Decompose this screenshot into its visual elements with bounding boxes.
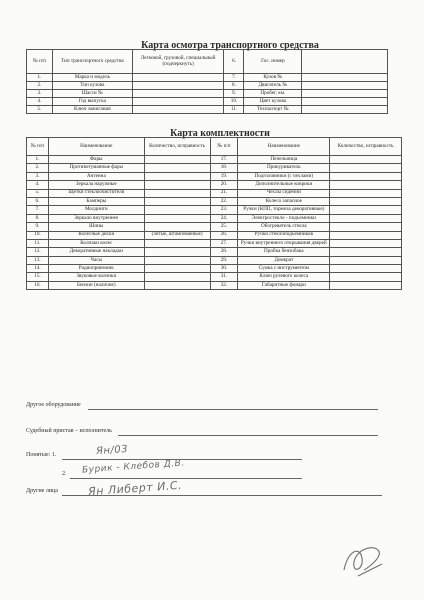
inspection-table (26, 49, 388, 114)
other-equipment-label: Другое оборудование (26, 402, 81, 408)
row-label: Колесо запасное (238, 197, 330, 205)
row-label: Цвет кузова (244, 98, 302, 106)
row-num: 19. (210, 172, 238, 180)
row-qty (144, 281, 210, 289)
row-num: 5. (27, 106, 53, 114)
witness-2-line (70, 478, 302, 479)
row-qty (144, 214, 210, 222)
row-num: 8. (27, 214, 49, 222)
row-qty (330, 156, 402, 164)
row-qty (144, 206, 210, 214)
other-equipment-line (88, 409, 378, 410)
completeness-card-title: Карта комплектности (170, 128, 270, 139)
row-label: Противотуманные фары (48, 164, 144, 172)
row-label: Декоративные накладки (48, 248, 144, 256)
header-num: № п/п (27, 138, 49, 156)
table-row (27, 181, 402, 189)
row-label: Дополнительные коврики (238, 181, 330, 189)
row-label: Фары (48, 156, 144, 164)
row-qty (330, 189, 402, 197)
row-qty (330, 223, 402, 231)
row-qty (144, 265, 210, 273)
row-value (132, 90, 224, 98)
completeness-table (26, 137, 402, 290)
row-num: 16. (27, 281, 49, 289)
header-vehicle-type: Тип транспортного средства (52, 50, 132, 74)
row-label: Прикуриватель (238, 164, 330, 172)
table-row (27, 214, 402, 222)
row-num: 14. (27, 265, 49, 273)
handwriting-other-persons: Ян Либерт И.С. (87, 478, 183, 499)
row-num: 15. (27, 273, 49, 281)
row-label: Двигатель № (244, 82, 302, 90)
row-label: Год выпуска (52, 98, 132, 106)
row-num: 25. (210, 223, 238, 231)
row-label: Звуковые колонки (48, 273, 144, 281)
row-qty: (литые, штампованные) (144, 231, 210, 239)
header-num-right: № п/п (210, 138, 238, 156)
row-label: Зеркала наружные (48, 181, 144, 189)
row-num: 4. (27, 98, 53, 106)
row-qty (144, 172, 210, 180)
row-num: 10. (27, 231, 49, 239)
row-num: 21. (210, 189, 238, 197)
inspection-card-title: Карта осмотра транспортного средства (141, 40, 319, 51)
signature (338, 540, 388, 580)
table-row (27, 239, 402, 247)
row-label: Техпаспорт № (244, 106, 302, 114)
row-value (132, 74, 224, 82)
row-qty (330, 197, 402, 205)
row-num: 3. (27, 90, 53, 98)
row-qty (330, 239, 402, 247)
bailiff-line (118, 435, 378, 436)
header-name-right: Наименование (238, 138, 330, 156)
row-num: 7. (27, 206, 49, 214)
row-num: 11. (224, 106, 244, 114)
table-row (27, 156, 402, 164)
row-qty (144, 181, 210, 189)
row-num: 30. (210, 265, 238, 273)
row-num: 9. (27, 223, 49, 231)
row-num: 2. (27, 82, 53, 90)
header-num: № п/п (27, 50, 53, 74)
row-value (302, 90, 388, 98)
row-qty (330, 206, 402, 214)
row-num: 12. (27, 248, 49, 256)
row-num: 17. (210, 156, 238, 164)
row-num: 3. (27, 172, 49, 180)
row-label: Чехлы сидений (238, 189, 330, 197)
row-qty (144, 273, 210, 281)
table-row (27, 256, 402, 264)
row-label: Домкрат (238, 256, 330, 264)
header-vehicle-kind: Легковой, грузовой, специальный (подчеркнуть) (132, 50, 224, 74)
row-qty (330, 231, 402, 239)
row-num: 6. (27, 197, 49, 205)
handwriting-witness-1: Ян/03 (95, 443, 129, 458)
row-label: Зеркало внутреннее (48, 214, 144, 222)
witness-1-label: Понятые: 1. (26, 452, 57, 458)
row-num: 1. (27, 74, 53, 82)
table-row (27, 206, 402, 214)
row-num: 32. (210, 281, 238, 289)
witness-2-label: 2. (62, 471, 67, 477)
row-num: 9. (224, 90, 244, 98)
row-label: Ключ рулевого колеса (238, 273, 330, 281)
row-label: Бензин (наличие) (48, 281, 144, 289)
row-label: Часы (48, 256, 144, 264)
row-label: Ключ зажигания (52, 106, 132, 114)
row-label: Тип кузова (52, 82, 132, 90)
row-label: Кузов № (244, 74, 302, 82)
row-label: Подголовники (с чехлами) (238, 172, 330, 180)
row-label: Ручки внутреннего открывания дверей (238, 239, 330, 247)
row-num: 24. (210, 214, 238, 222)
header-name: Наименование (48, 138, 144, 156)
row-value (132, 106, 224, 114)
row-label: Молдинги (48, 206, 144, 214)
row-qty (330, 248, 402, 256)
row-qty (330, 181, 402, 189)
header-gos-value (302, 50, 388, 74)
row-num: 18. (210, 164, 238, 172)
row-num: 5. (27, 189, 49, 197)
table-row (27, 265, 402, 273)
row-qty (144, 248, 210, 256)
row-label: Габаритные фонари (238, 281, 330, 289)
row-num: 2. (27, 164, 49, 172)
row-num: 23. (210, 206, 238, 214)
row-label: Сумка с инструментом (238, 265, 330, 273)
row-label: Колпаки колес (48, 239, 144, 247)
row-qty (330, 256, 402, 264)
row-num: 11. (27, 239, 49, 247)
row-num: 7. (224, 74, 244, 82)
row-num: 10. (224, 98, 244, 106)
row-num: 13. (27, 256, 49, 264)
row-num: 31. (210, 273, 238, 281)
row-qty (144, 197, 210, 205)
row-qty (330, 164, 402, 172)
row-label: Пробег, км. (244, 90, 302, 98)
header-six: 6. (224, 50, 244, 74)
row-num: 27. (210, 239, 238, 247)
row-label: Шасси № (52, 90, 132, 98)
table-row (27, 231, 402, 239)
row-label: Обогреватель стекла (238, 223, 330, 231)
row-qty (330, 281, 402, 289)
row-label: Шины (48, 223, 144, 231)
row-num: 26. (210, 231, 238, 239)
row-label: Ручки стеклоподъемников (238, 231, 330, 239)
row-qty (144, 156, 210, 164)
row-label: Антенна (48, 172, 144, 180)
row-qty (330, 172, 402, 180)
other-persons-label: Другие лица (26, 488, 58, 494)
table-row (27, 172, 402, 180)
row-label: Пепельница (238, 156, 330, 164)
row-value (302, 82, 388, 90)
table-row (27, 281, 402, 289)
table-row (27, 273, 402, 281)
row-label: Бамперы (48, 197, 144, 205)
row-value (132, 82, 224, 90)
header-qty-right: Количество, исправность (330, 138, 402, 156)
row-value (132, 98, 224, 106)
row-value (302, 106, 388, 114)
row-num: 8. (224, 82, 244, 90)
row-num: 1. (27, 156, 49, 164)
row-qty (144, 164, 210, 172)
row-label: Пробка бензобака (238, 248, 330, 256)
row-qty (144, 223, 210, 231)
row-label: Электростекло - подъемники (238, 214, 330, 222)
row-qty (330, 214, 402, 222)
row-label: Колесные диски (48, 231, 144, 239)
row-qty (330, 265, 402, 273)
bailiff-label: Судебный пристав – исполнитель (26, 428, 112, 434)
handwriting-witness-2: Бурик - Клебов Д.В. (81, 458, 186, 476)
row-qty (330, 273, 402, 281)
row-num: 22. (210, 197, 238, 205)
row-value (302, 74, 388, 82)
row-num: 28. (210, 248, 238, 256)
row-label: Ручки (КПП, тормоза декоративные) (238, 206, 330, 214)
header-gos-number: Гос. номер (244, 50, 302, 74)
row-qty (144, 239, 210, 247)
row-label: Марка и модель (52, 74, 132, 82)
row-label: Щетки стеклоочистителя (48, 189, 144, 197)
row-qty (144, 189, 210, 197)
row-label: Радиоприемник (48, 265, 144, 273)
row-qty (144, 256, 210, 264)
table-row (27, 164, 402, 172)
row-num: 29. (210, 256, 238, 264)
header-qty: Количество, исправность (144, 138, 210, 156)
row-num: 20. (210, 181, 238, 189)
table-row (27, 197, 402, 205)
table-row (27, 223, 402, 231)
row-value (302, 98, 388, 106)
table-row (27, 248, 402, 256)
row-num: 4. (27, 181, 49, 189)
table-row (27, 189, 402, 197)
